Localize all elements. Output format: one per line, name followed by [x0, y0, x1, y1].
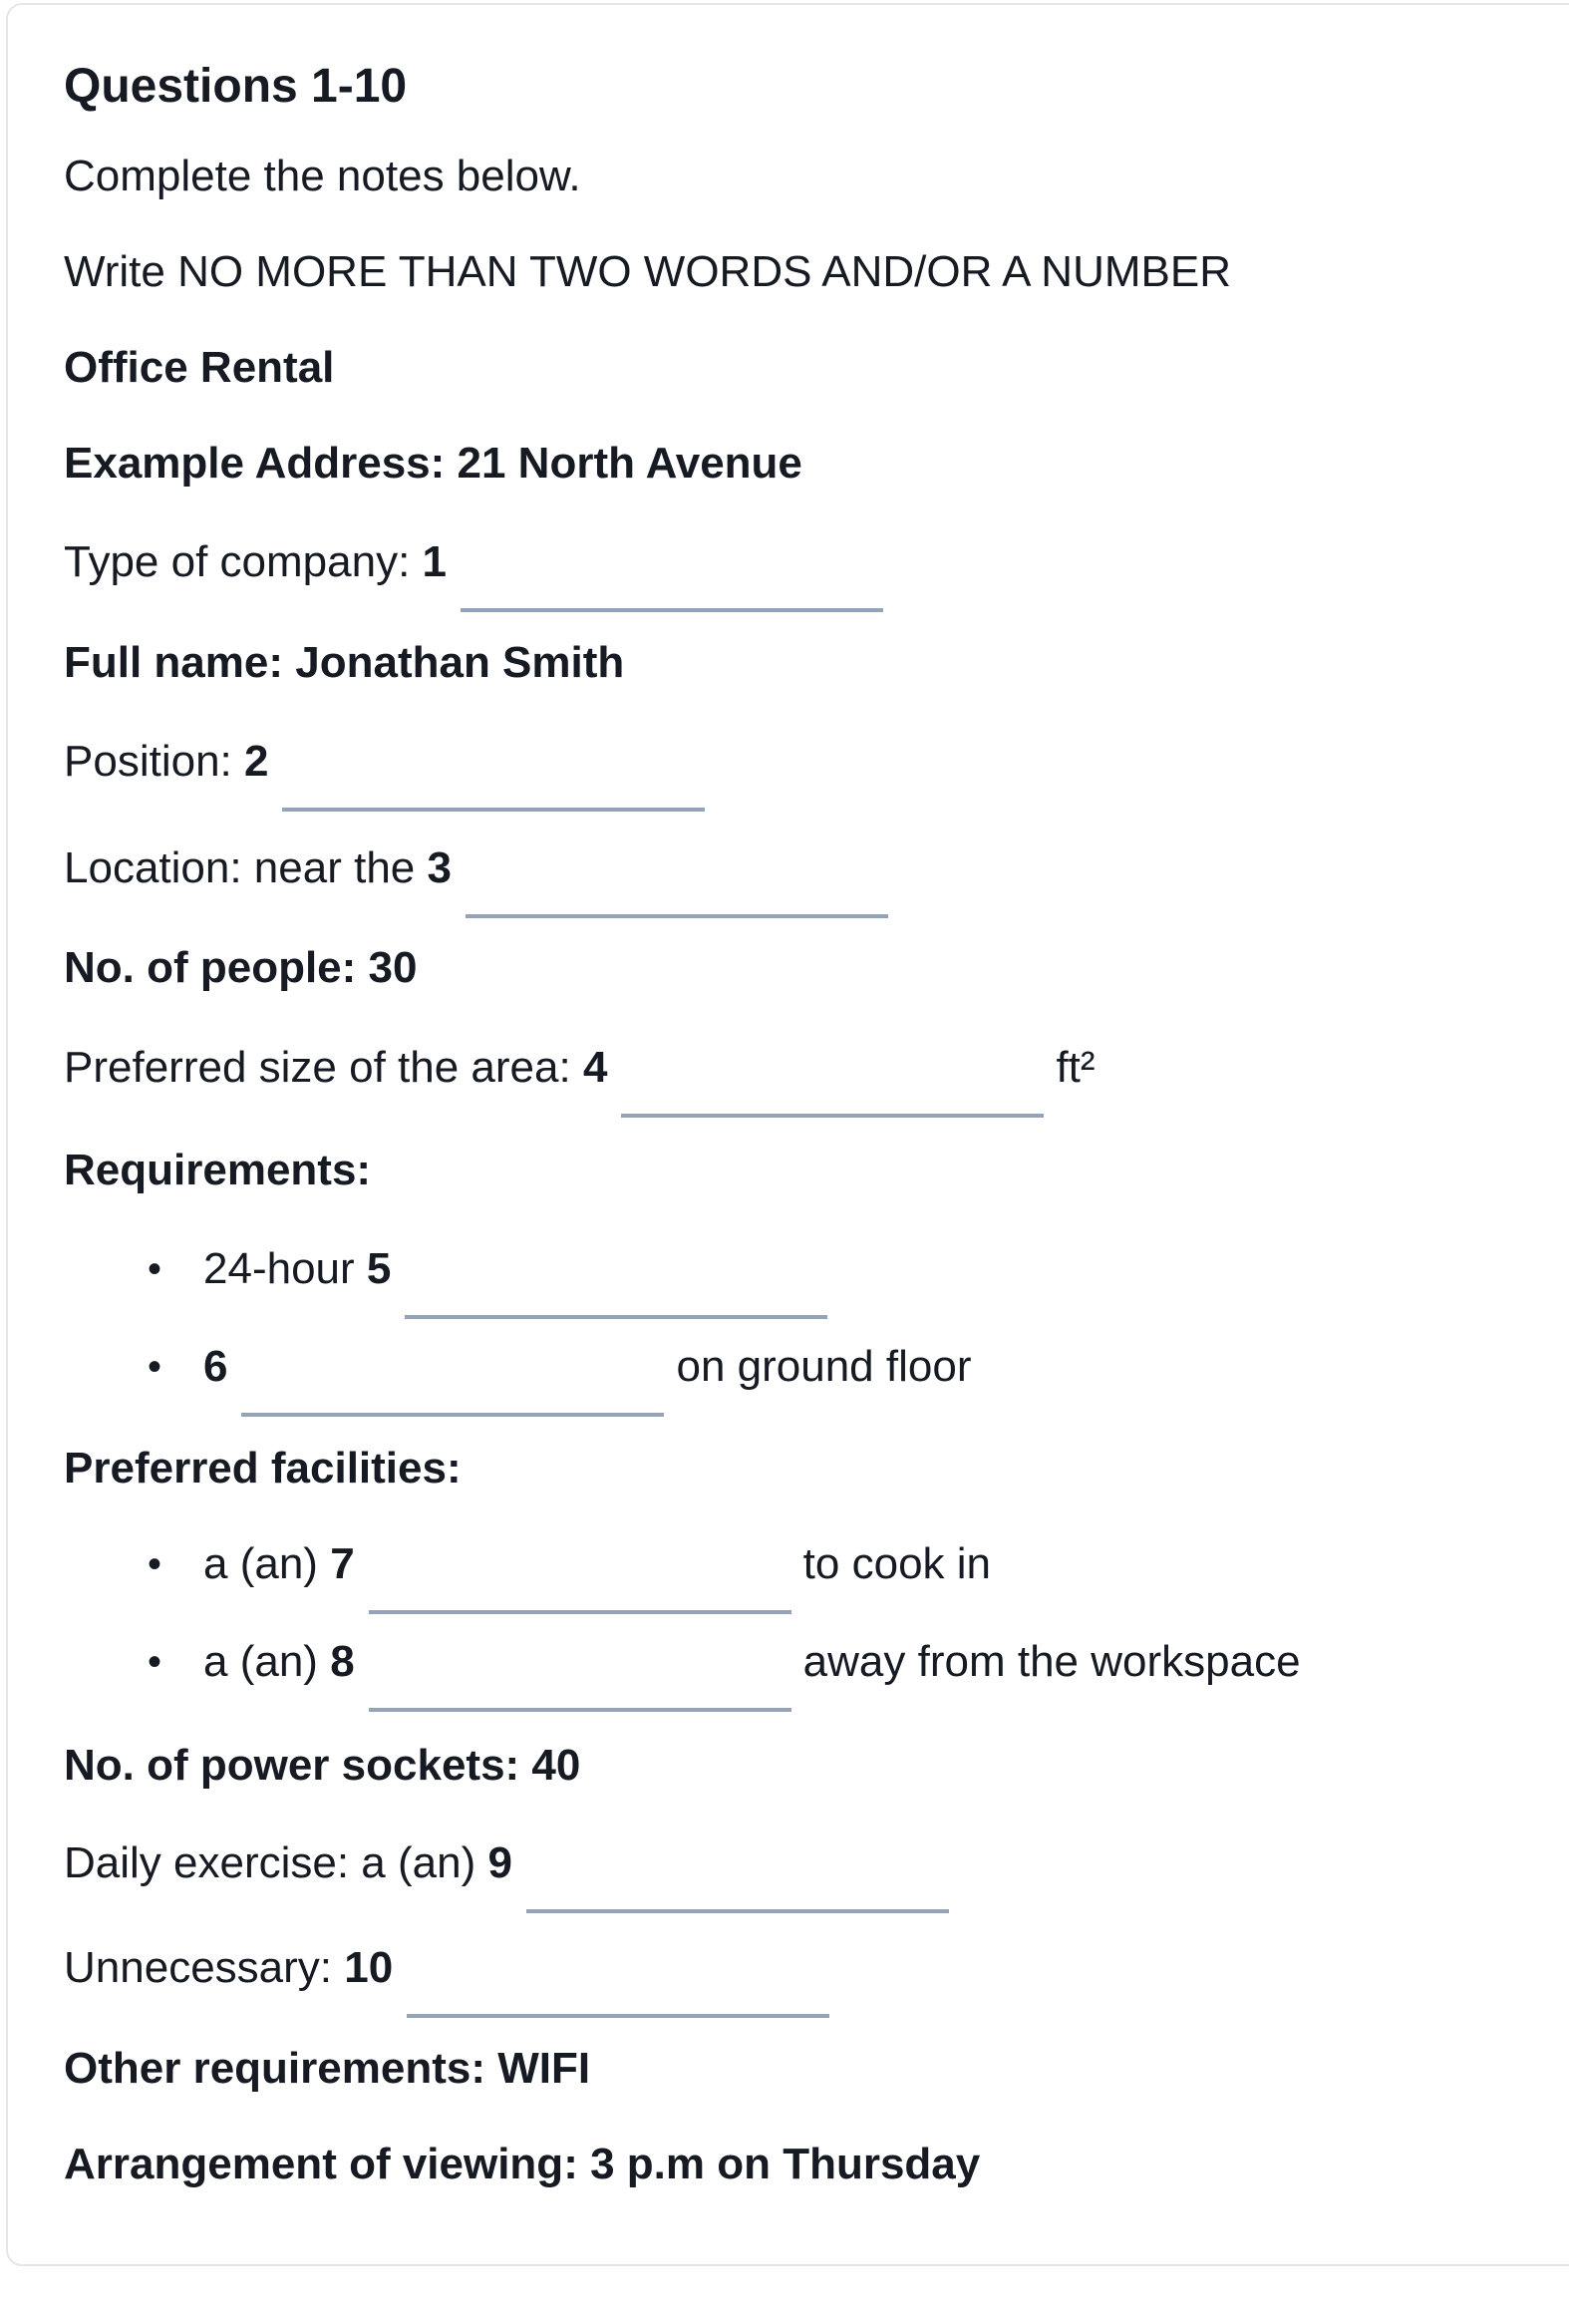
question-6-suffix: on ground floor	[676, 1342, 972, 1391]
question-card	[6, 3, 1569, 2266]
facilities-title: Preferred facilities:	[64, 1444, 462, 1493]
question-8-label: a (an)	[203, 1637, 318, 1686]
question-3-row	[64, 842, 888, 918]
full-name: Full name: Jonathan Smith	[64, 638, 625, 687]
question-10-row	[64, 1942, 829, 2018]
question-8-number: 8	[330, 1637, 355, 1686]
question-6-number: 6	[203, 1342, 228, 1391]
question-4-number: 4	[582, 1043, 608, 1092]
question-9-label: Daily exercise: a (an)	[64, 1838, 476, 1887]
question-7-number: 7	[330, 1539, 355, 1588]
answer-7-input[interactable]	[369, 1566, 791, 1614]
question-8-suffix: away from the workspace	[802, 1637, 1301, 1686]
question-9-row	[64, 1837, 949, 1913]
question-4-row	[64, 1042, 1096, 1118]
answer-1-input[interactable]	[461, 564, 883, 612]
question-3-number: 3	[427, 843, 452, 892]
question-2-number: 2	[244, 737, 269, 786]
question-2-row	[64, 736, 705, 812]
question-1-row	[64, 536, 883, 612]
question-7-label: a (an)	[203, 1539, 318, 1588]
question-4-label: Preferred size of the area:	[64, 1043, 571, 1092]
viewing-arrangement: Arrangement of viewing: 3 p.m on Thursday	[64, 2140, 981, 2188]
form-title: Office Rental	[64, 343, 335, 392]
answer-2-input[interactable]	[282, 764, 705, 812]
question-5-label: 24-hour	[203, 1244, 355, 1293]
question-1-number: 1	[422, 537, 448, 586]
bullet-icon: •	[148, 1640, 162, 1684]
instruction-word-limit: Write NO MORE THAN TWO WORDS AND/OR A NUMBER	[64, 247, 1231, 296]
number-of-people: No. of people: 30	[64, 943, 418, 992]
question-10-number: 10	[344, 1943, 394, 1992]
example-address: Example Address: 21 North Avenue	[64, 439, 802, 488]
question-10-label: Unnecessary:	[64, 1943, 333, 1992]
power-sockets: No. of power sockets: 40	[64, 1741, 581, 1790]
question-5-row	[203, 1243, 827, 1319]
answer-8-input[interactable]	[369, 1664, 791, 1712]
answer-3-input[interactable]	[466, 870, 888, 918]
question-8-row	[203, 1636, 1301, 1712]
section-heading: Questions 1-10	[64, 60, 408, 113]
question-1-label: Type of company:	[64, 537, 411, 586]
question-2-label: Position:	[64, 737, 232, 786]
answer-9-input[interactable]	[526, 1865, 949, 1913]
answer-10-input[interactable]	[407, 1970, 829, 2018]
area-unit: ft²	[1056, 1043, 1096, 1092]
bullet-icon: •	[148, 1247, 162, 1291]
bullet-icon: •	[148, 1345, 162, 1389]
question-7-suffix: to cook in	[802, 1539, 992, 1588]
other-requirements: Other requirements: WIFI	[64, 2044, 591, 2093]
answer-4-input[interactable]	[621, 1070, 1044, 1118]
question-9-number: 9	[487, 1838, 512, 1887]
question-3-label: Location: near the	[64, 843, 416, 892]
question-6-row	[203, 1341, 971, 1417]
requirements-title: Requirements:	[64, 1146, 372, 1194]
question-5-number: 5	[366, 1244, 392, 1293]
instruction-complete-notes: Complete the notes below.	[64, 152, 581, 200]
bullet-icon: •	[148, 1542, 162, 1586]
answer-6-input[interactable]	[241, 1369, 664, 1417]
question-7-row	[203, 1538, 991, 1614]
answer-5-input[interactable]	[405, 1271, 827, 1319]
